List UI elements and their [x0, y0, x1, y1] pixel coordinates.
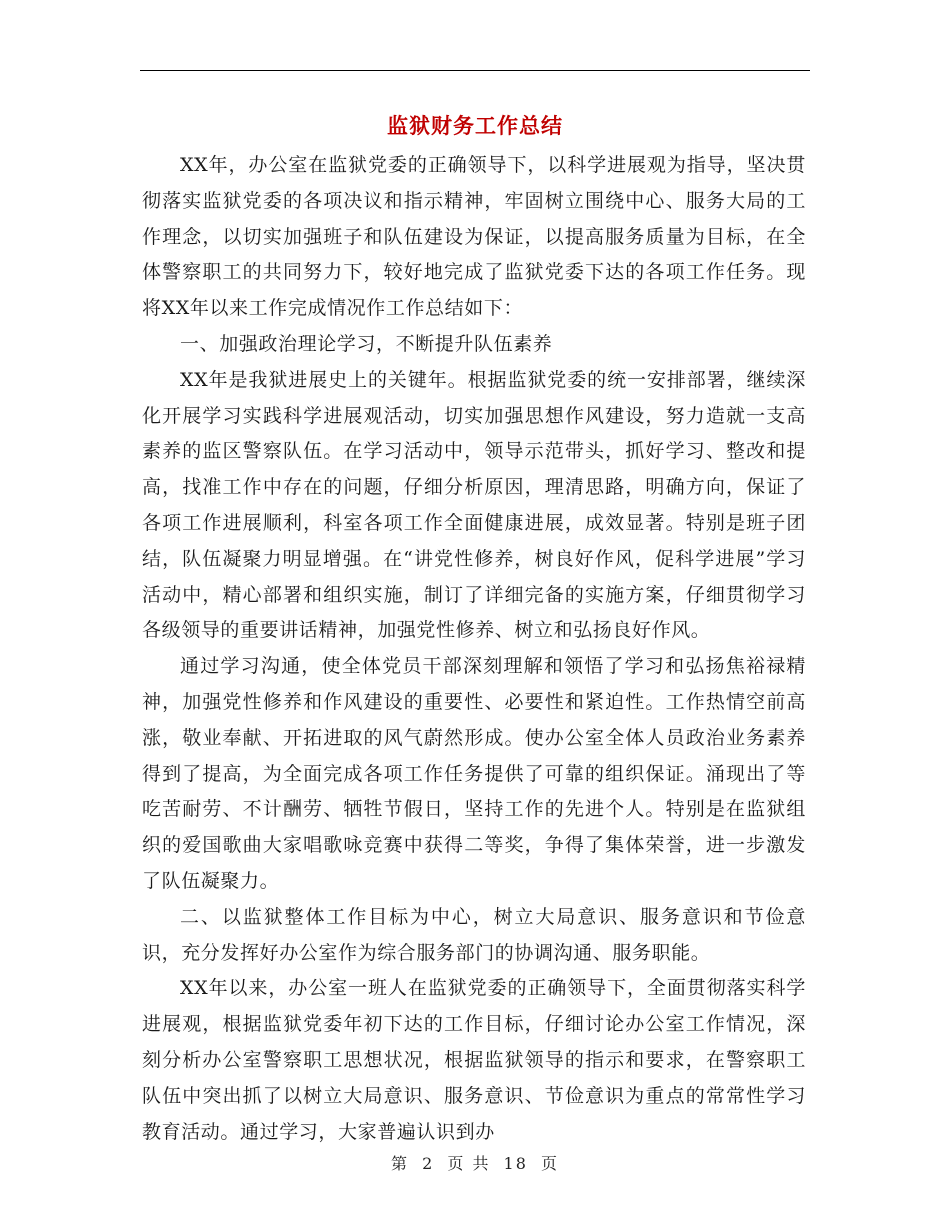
paragraph-learning-results: 通过学习沟通，使全体党员干部深刻理解和领悟了学习和弘扬焦裕禄精神，加强党性修养和作风建设的重要性、必要性和紧迫性。工作热情空前高涨，敬业奉献、开拓进取的风气蔚然形成。使办公室全体人员政治业务素养得到了提高，为全面完成各项工作任务提供了可靠的组织保证。涌现出了等吃苦耐劳、不计酬劳、牺牲节假日，坚持工作的先进个人。特别是在监狱组织的爱国歌曲大家唱歌咏竞赛中获得二等奖，争得了集体荣誉，进一步激发了队伍凝聚力。	[142, 655, 806, 892]
section-heading-2: 二、以监狱整体工作目标为中心，树立大局意识、服务意识和节俭意识，充分发挥好办公室作为综合服务部门的协调沟通、服务职能。	[142, 905, 806, 964]
footer-suffix: 页	[541, 1154, 560, 1173]
document-body	[142, 148, 806, 1150]
paragraph-section-1: XX年是我狱进展史上的关键年。根据监狱党委的统一安排部署，继续深化开展学习实践科学进展观活动，切实加强思想作风建设，努力造就一支高素养的监区警察队伍。在学习活动中，领导示范带头，抓好学习、整改和提高，找准工作中存在的问题，仔细分析原因，理清思路，明确方向，保证了各项工作进展顺利，科室各项工作全面健康进展，成效显著。特别是班子团结，队伍凝聚力明显增强。在“讲党性修养，树良好作风，促科学进展”学习活动中，精心部署和组织实施，制订了详细完备的实施方案，仔细贯彻学习各级领导的重要讲话精神，加强党性修养、树立和弘扬良好作风。	[142, 368, 806, 642]
section-heading-1: 一、加强政治理论学习，不断提升队伍素养	[180, 332, 553, 355]
footer-middle: 页 共	[447, 1154, 491, 1173]
paragraph-intro: XX年，办公室在监狱党委的正确领导下，以科学进展观为指导，坚决贯彻落实监狱党委的各项决议和指示精神，牢固树立围绕中心、服务大局的工作理念，以切实加强班子和队伍建设为保证，以提高服务质量为目标，在全体警察职工的共同努力下，较好地完成了监狱党委下达的各项工作任务。现将XX年以来工作完成情况作工作总结如下：	[142, 154, 806, 320]
paragraph-section-2: XX年以来，办公室一班人在监狱党委的正确领导下，全面贯彻落实科学进展观，根据监狱党委年初下达的工作目标，仔细讨论办公室工作情况，深刻分析办公室警察职工思想状况，根据监狱领导的指示和要求，在警察职工队伍中突出抓了以树立大局意识、服务意识、节俭意识为重点的常常性学习教育活动。通过学习，大家普遍认识到办	[142, 977, 806, 1143]
document-title: 监狱财务工作总结	[387, 113, 563, 138]
footer-prefix: 第	[390, 1154, 409, 1173]
header-rule	[140, 70, 810, 71]
total-page-count: 18	[503, 1154, 528, 1173]
page-footer	[0, 1152, 950, 1176]
current-page-number: 2	[422, 1154, 435, 1173]
